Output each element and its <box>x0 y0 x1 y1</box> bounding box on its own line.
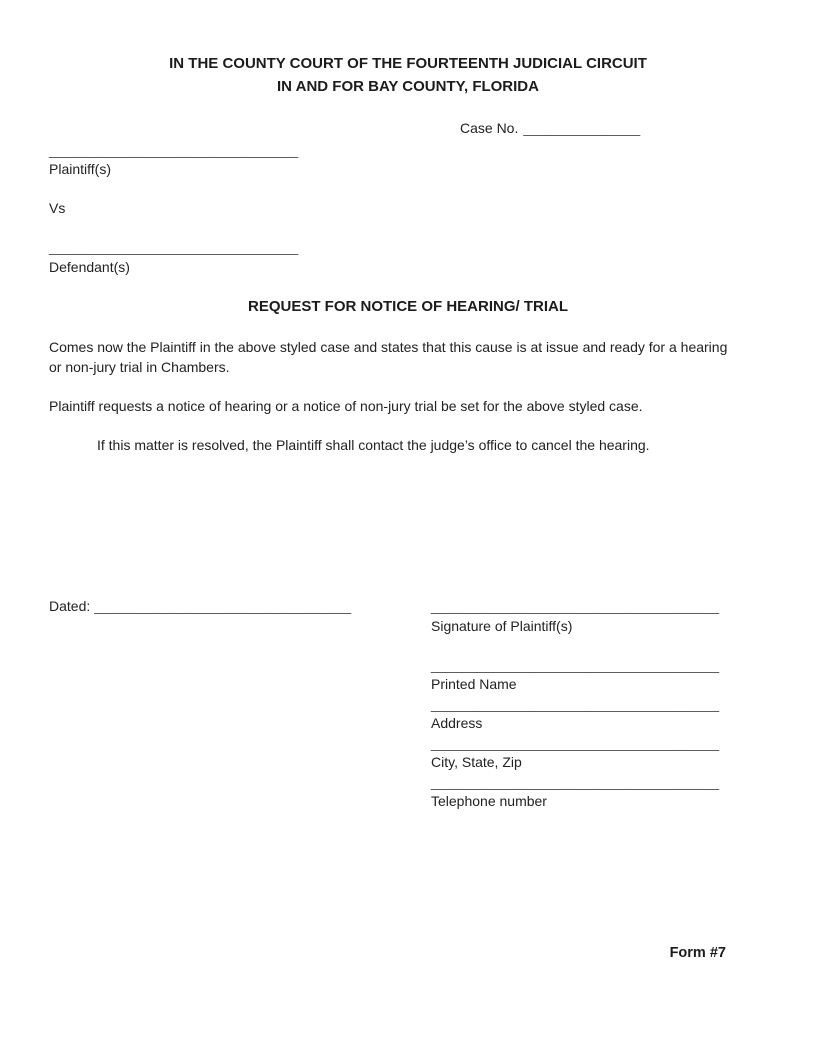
city-state-zip-label: City, State, Zip <box>431 754 522 770</box>
telephone-blank-line: _____________________________________ <box>431 773 720 790</box>
dated-label: Dated: <box>49 598 91 614</box>
defendant-blank-line: ________________________________ <box>49 239 299 255</box>
dated-blank-line: _________________________________ <box>94 598 352 614</box>
signature-blank-line: _____________________________________ <box>431 598 720 614</box>
spacer <box>49 180 767 200</box>
court-name-line2: IN AND FOR BAY COUNTY, FLORIDA <box>277 78 539 95</box>
printed-name-label: Printed Name <box>431 676 517 692</box>
paragraph-1-line-2: or non-jury trial in Chambers. <box>49 358 230 375</box>
defendant-label: Defendant(s) <box>49 258 130 275</box>
document-title: REQUEST FOR NOTICE OF HEARING/ TRIAL <box>247 297 568 315</box>
telephone-label: Telephone number <box>431 793 547 809</box>
address-blank-line: _____________________________________ <box>431 695 720 712</box>
court-header <box>49 52 767 98</box>
case-number-group <box>460 120 640 136</box>
case-number-blank-line: _______________ <box>523 120 641 136</box>
court-name-line1: IN THE COUNTY COURT OF THE FOURTEENTH JUDICIAL CIRCUIT <box>169 55 647 72</box>
spacer <box>431 636 767 656</box>
case-number-label: Case No. <box>460 120 519 136</box>
signature-block <box>431 597 767 812</box>
spacer <box>49 219 767 239</box>
printed-name-blank-line: _____________________________________ <box>431 656 720 673</box>
paragraph-3: If this matter is resolved, the Plaintiff shall contact the judge’s office to cancel the hearing. <box>97 436 650 453</box>
form-number: Form #7 <box>669 945 726 961</box>
case-number-row <box>49 119 767 139</box>
case-caption <box>49 141 767 278</box>
paragraph-1 <box>49 338 767 377</box>
versus-label: Vs <box>49 200 66 216</box>
city-state-zip-blank-line: _____________________________________ <box>431 734 720 751</box>
dated-group <box>49 597 431 617</box>
plaintiff-blank-line: ________________________________ <box>49 141 299 158</box>
signature-section <box>49 597 767 812</box>
paragraph-2: Plaintiff requests a notice of hearing or a notice of non-jury trial be set for the above styled case. <box>49 397 643 414</box>
plaintiff-label: Plaintiff(s) <box>49 161 111 177</box>
address-label: Address <box>431 715 483 731</box>
signature-label: Signature of Plaintiff(s) <box>431 617 573 634</box>
paragraph-1-line-1: Comes now the Plaintiff in the above styled case and states that this cause is at issue and ready for a hearing <box>49 339 728 355</box>
